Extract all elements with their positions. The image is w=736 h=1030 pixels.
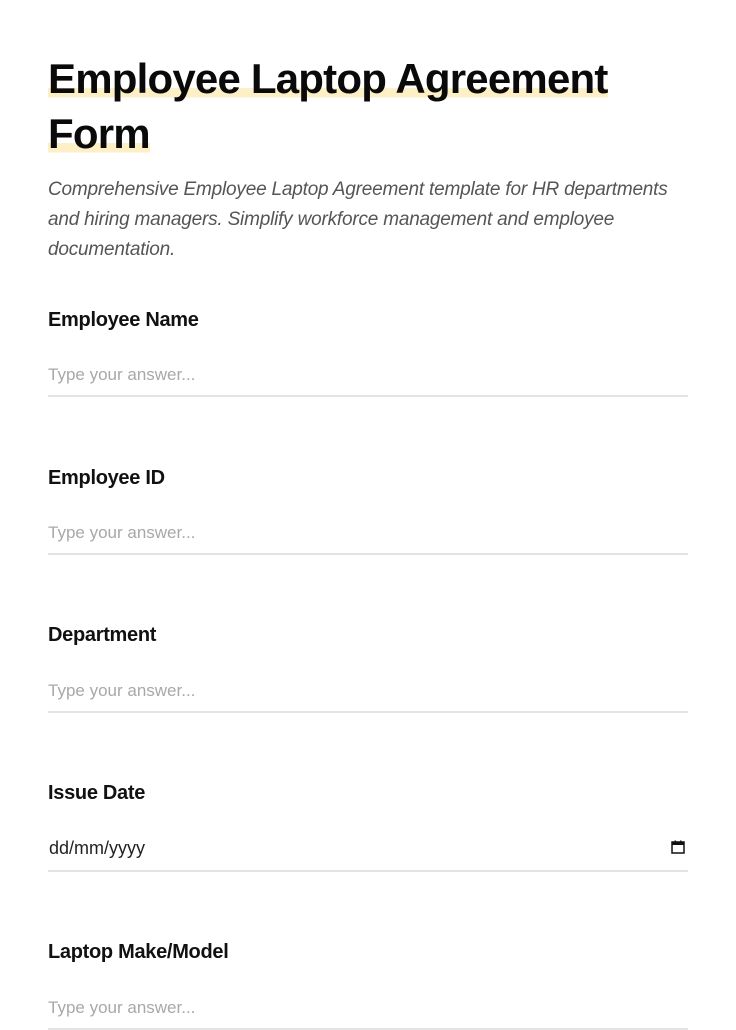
- field-label: Laptop Make/Model: [48, 941, 229, 963]
- date-placeholder: dd/mm/yyyy: [49, 838, 146, 858]
- employee-name-input[interactable]: [48, 355, 688, 397]
- issue-date-input[interactable]: [48, 830, 688, 872]
- page-title: [48, 0, 688, 161]
- field-label: Employee Name: [48, 309, 199, 331]
- field-label: Department: [48, 624, 157, 646]
- field-label: Issue Date: [48, 782, 146, 804]
- field-laptop-make-model: [48, 941, 688, 964]
- form-description: Comprehensive Employee Laptop Agreement template for HR departments and hiring managers. Simplify workforce management and employee documentation.: [48, 179, 668, 260]
- field-issue-date: [48, 782, 688, 858]
- form-container: [0, 0, 736, 265]
- title-line-2: Form: [48, 110, 150, 157]
- calendar-icon[interactable]: [671, 840, 685, 854]
- field-label: Employee ID: [48, 467, 165, 489]
- field-employee-name: [48, 309, 688, 332]
- field-employee-id: [48, 467, 688, 490]
- employee-id-input[interactable]: [48, 513, 688, 555]
- department-input[interactable]: [48, 671, 688, 713]
- field-department: [48, 624, 688, 647]
- title-line-1: Employee Laptop Agreement: [48, 55, 608, 102]
